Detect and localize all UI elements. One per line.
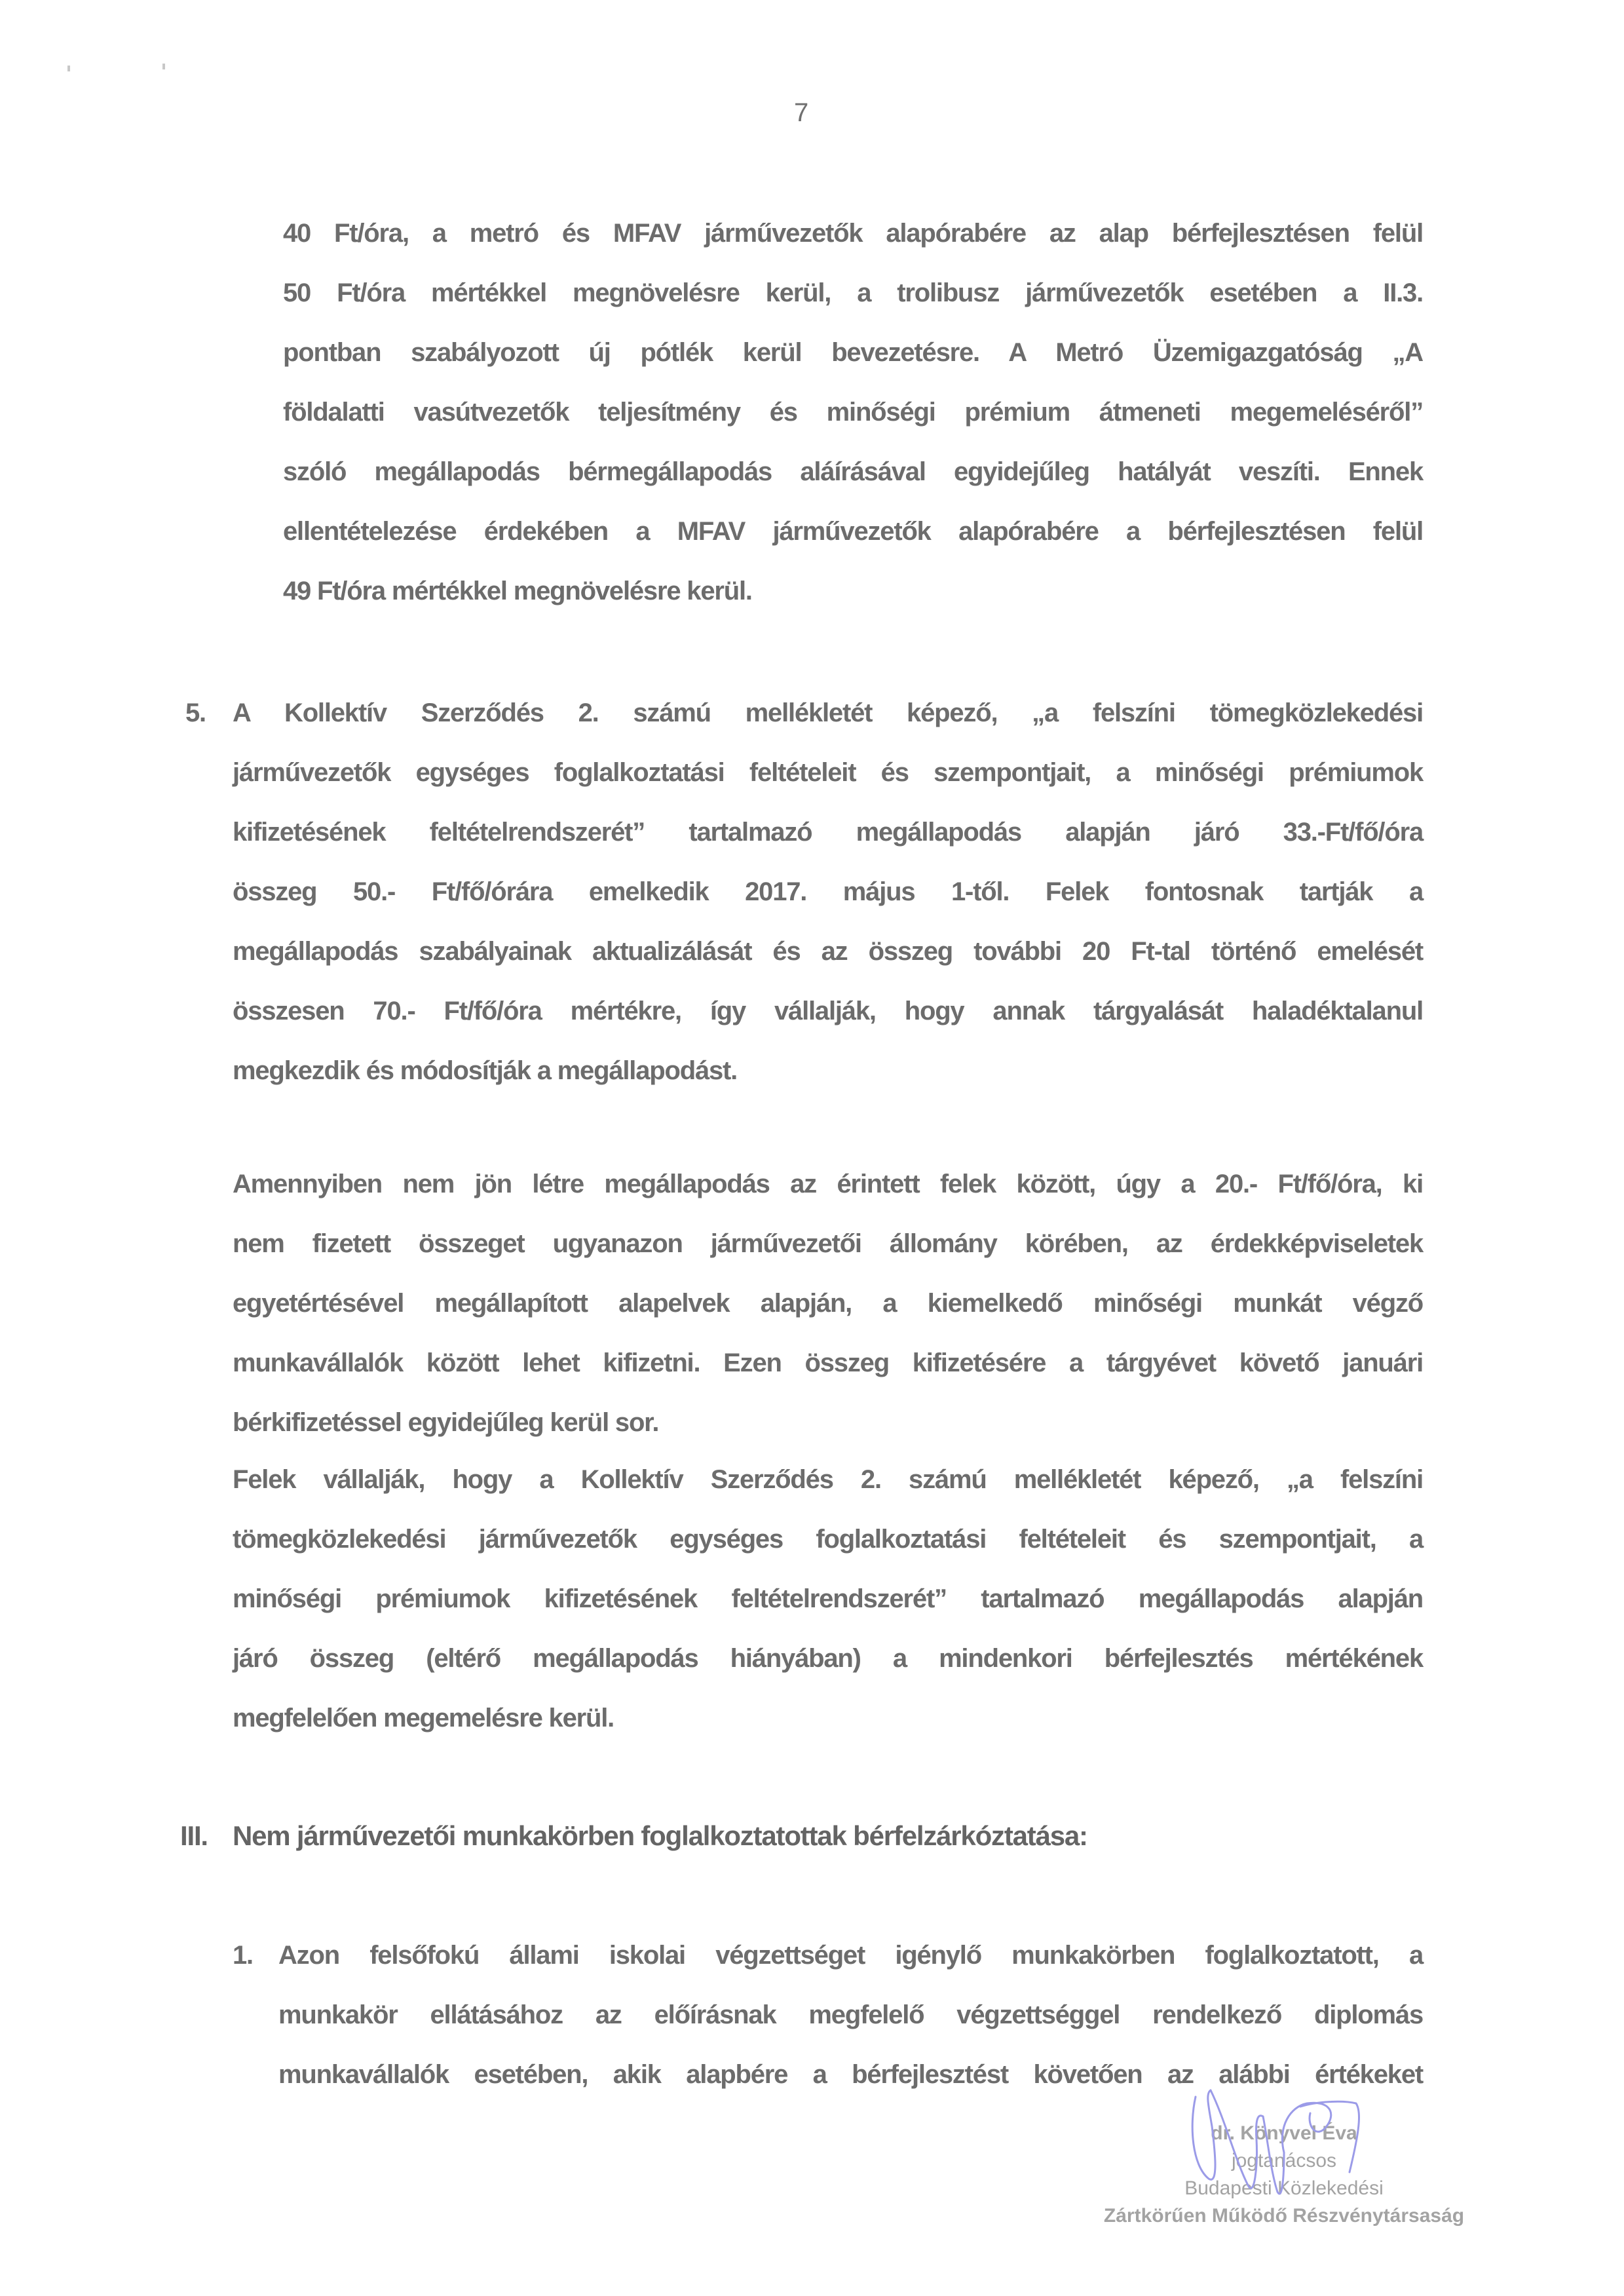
list-number: 1. [233,1941,253,1970]
paragraph-line: 40 Ft/óra, a metró és MFAV járművezetők alapórabére az alap bérfejlesztésen felül [283,219,1423,248]
paragraph-line: megfelelően megemelésre kerül. [233,1704,614,1732]
section-title: Nem járművezetői munkakörben foglalkoztatottak bérfelzárkóztatása: [233,1820,1087,1851]
paragraph-line: ellentételezése érdekében a MFAV járművezetők alapórabére a bérfejlesztésen felül [283,517,1423,546]
stamp-title: jogtanácsos [1231,2150,1337,2172]
paragraph-line: Felek vállalják, hogy a Kollektív Szerződés 2. számú mellékletét képező, „a felszíni [233,1465,1423,1494]
paragraph-line: megállapodás szabályainak aktualizálását és az összeg további 20 Ft-tal történő emelését [233,937,1423,966]
paragraph-line: minőségi prémiumok kifizetésének feltételrendszerét” tartalmazó megállapodás alapján [233,1584,1423,1613]
scan-speck [67,66,70,71]
paragraph-line: tömegközlekedési járművezetők egységes foglalkoztatási feltételeit és szempontjait, a [233,1525,1423,1554]
paragraph-line: munkavállalók között lehet kifizetni. Ezen összeg kifizetésére a tárgyévet követő januári [233,1349,1423,1377]
paragraph-line: 50 Ft/óra mértékkel megnövelésre kerül, a trolibusz járművezetők esetében a II.3. [283,278,1423,307]
paragraph-line: munkakör ellátásához az előírásnak megfelelő végzettséggel rendelkező diplomás [278,2000,1423,2029]
page-number: 7 [794,98,809,127]
stamp-company-line2: Zártkörűen Működő Részvénytársaság [1103,2205,1465,2227]
paragraph-line: járművezetők egységes foglalkoztatási feltételeit és szempontjait, a minőségi prémiumok [233,758,1423,787]
paragraph-line: Azon felsőfokú állami iskolai végzettséget igénylő munkakörben foglalkoztatott, a [278,1941,1423,1970]
paragraph-line: pontban szabályozott új pótlék kerül bevezetésre. A Metró Üzemigazgatóság „A [283,338,1423,367]
paragraph-line: földalatti vasútvezetők teljesítmény és minőségi prémium átmeneti megemeléséről” [283,398,1423,427]
paragraph-line: megkezdik és módosítják a megállapodást. [233,1056,738,1085]
paragraph-line: szóló megállapodás bérmegállapodás aláírásával egyidejűleg hatályát veszíti. Ennek [283,457,1423,486]
paragraph-line: kifizetésének feltételrendszerét” tartalmazó megállapodás alapján járó 33.-Ft/fő/óra [233,818,1423,847]
paragraph-line: összeg 50.- Ft/fő/órára emelkedik 2017. május 1-től. Felek fontosnak tartják a [233,877,1423,906]
paragraph-line: munkavállalók esetében, akik alapbére a bérfejlesztést követően az alábbi értékeket [278,2060,1423,2089]
paragraph-line: bérkifizetéssel egyidejűleg kerül sor. [233,1408,659,1437]
scan-speck [162,64,165,69]
paragraph-line: 49 Ft/óra mértékkel megnövelésre kerül. [283,577,752,605]
paragraph-line: egyetértésével megállapított alapelvek alapján, a kiemelkedő minőségi munkát végző [233,1289,1423,1318]
stamp-name: dr. Könyvel Éva [1211,2122,1357,2144]
paragraph-line: Amennyiben nem jön létre megállapodás az érintett felek között, úgy a 20.- Ft/fő/óra, ki [233,1170,1423,1198]
list-number: 5. [185,698,206,727]
stamp-company-line1: Budapesti Közlekedési [1184,2177,1384,2199]
section-number: III. [180,1820,208,1851]
paragraph-line: járó összeg (eltérő megállapodás hiányában) a mindenkori bérfejlesztés mértékének [233,1644,1423,1673]
paragraph-line: nem fizetett összeget ugyanazon járművezetői állomány körében, az érdekképviseletek [233,1229,1423,1258]
paragraph-line: összesen 70.- Ft/fő/óra mértékre, így vállalják, hogy annak tárgyalását haladéktalanul [233,997,1423,1025]
paragraph-line: A Kollektív Szerződés 2. számú mellékletét képező, „a felszíni tömegközlekedési [233,698,1423,727]
